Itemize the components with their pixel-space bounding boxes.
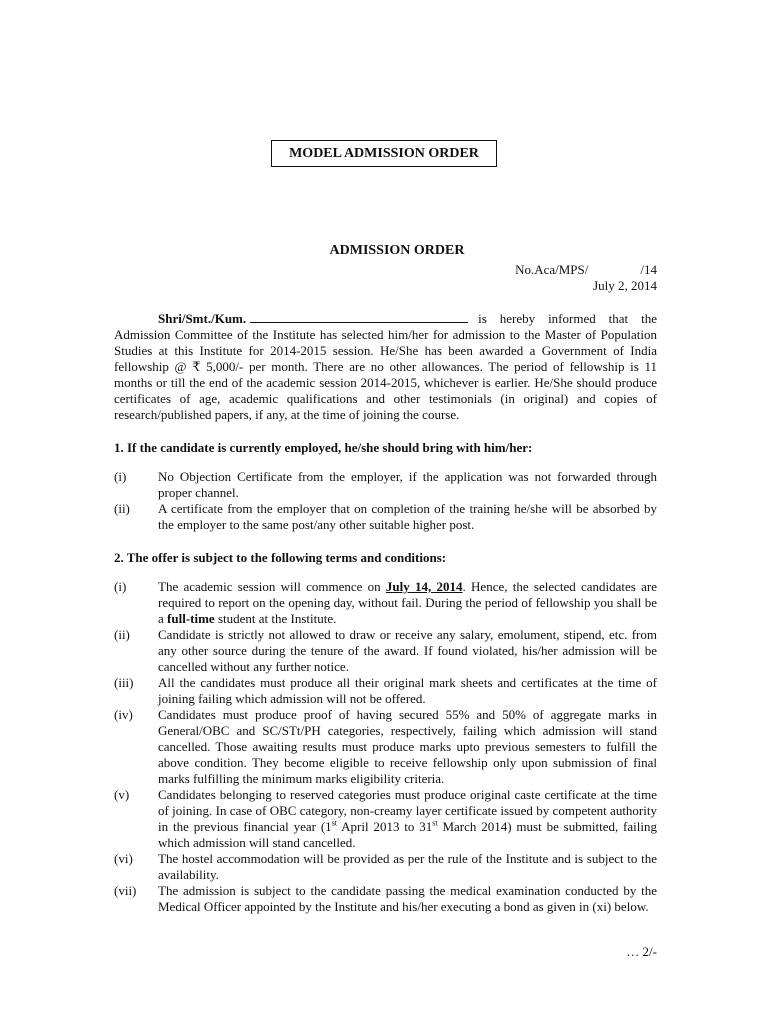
item-number: (v) <box>114 787 130 802</box>
section-2-heading: 2. The offer is subject to the following terms and conditions: <box>114 550 447 565</box>
list-item <box>114 851 657 883</box>
item-number: (ii) <box>114 501 130 516</box>
reference-number: No.Aca/MPS/ /14 <box>515 262 657 277</box>
item-text: The academic session will commence on July 14, 2014. Hence, the selected candidates are required to report on the opening day, without fail. During the period of fellowship you shall be a full-time student at the Institute. <box>158 579 657 626</box>
item-text: The hostel accommodation will be provided as per the rule of the Institute and is subject to the availability. <box>158 851 657 882</box>
page-continued-marker: … 2/- <box>626 944 657 959</box>
item-text: Candidates belonging to reserved categories must produce original caste certificate at the time of joining. In case of OBC category, non-creamy layer certificate issued by competent authority in the previous financial year (1st April 2013 to 31st March 2014) must be submitted, failing which admission will stand cancelled. <box>158 787 657 850</box>
item-number: (i) <box>114 469 127 484</box>
salutation: Shri/Smt./Kum. <box>158 311 247 326</box>
list-item <box>114 883 657 915</box>
item-number: (iv) <box>114 707 133 722</box>
list-item <box>114 579 657 627</box>
item-text: Candidates must produce proof of having secured 55% and 50% of aggregate marks in General/OBC and SC/STt/PH categories, respectively, failing which admission will stand cancelled. Those awaiting results must produce marks upto previous semesters to fulfill the above condition. They become eligible to receive fellowship only upon submission of final marks fulfilling the minimum marks eligibility criteria. <box>158 707 657 786</box>
full-time-emphasis: full-time <box>167 611 215 626</box>
list-item <box>114 501 657 533</box>
item-number: (iii) <box>114 675 134 690</box>
list-item <box>114 627 657 675</box>
item-text: The admission is subject to the candidate passing the medical examination conducted by the Medical Officer appointed by the Institute and his/her executing a bond as given in (xi) below. <box>158 883 657 914</box>
section-2-list <box>114 579 657 915</box>
item-text: No Objection Certificate from the employer, if the application was not forwarded through proper channel. <box>158 469 657 500</box>
name-blank <box>250 311 468 323</box>
list-item <box>114 707 657 787</box>
intro-text: is hereby informed that the Admission Committee of the Institute has selected him/her for admission to the Master of Population Studies at this Institute for 2014-2015 session. He/She has been awarded a Government of India fellowship @ ₹ 5,000/- per month. There are no other allowances. The period of fellowship is 11 months or till the end of the academic session 2014-2015, whichever is earlier. He/She should produce certificates of age, academic qualifications and other testimonials (in original) and copies of research/published papers, if any, at the time of joining the course. <box>114 311 657 422</box>
item-number: (vi) <box>114 851 133 866</box>
item-text: A certificate from the employer that on completion of the training he/she will be absorbed by the employer to the same post/any other suitable higher post. <box>158 501 657 532</box>
intro-paragraph <box>114 311 657 423</box>
list-item <box>114 675 657 707</box>
session-start-date: July 14, 2014 <box>385 579 463 594</box>
order-date: July 2, 2014 <box>593 278 657 293</box>
section-1-heading: 1. If the candidate is currently employed, he/she should bring with him/her: <box>114 440 533 455</box>
item-number: (i) <box>114 579 127 594</box>
list-item <box>114 469 657 501</box>
admission-order-title: ADMISSION ORDER <box>329 243 465 258</box>
item-number: (ii) <box>114 627 130 642</box>
item-text: Candidate is strictly not allowed to draw or receive any salary, emolument, stipend, etc. from any other source during the tenure of the award. If found violated, his/her admission will be cancelled without any further notice. <box>158 627 657 674</box>
list-item <box>114 787 657 851</box>
section-1-list <box>114 469 657 533</box>
model-title: MODEL ADMISSION ORDER <box>289 145 479 161</box>
reference-block <box>515 262 657 294</box>
item-number: (vii) <box>114 883 137 898</box>
model-admission-order-box <box>271 140 497 167</box>
document-body <box>114 311 657 915</box>
item-text: All the candidates must produce all their original mark sheets and certificates at the time of joining failing which admission will not be offered. <box>158 675 657 706</box>
